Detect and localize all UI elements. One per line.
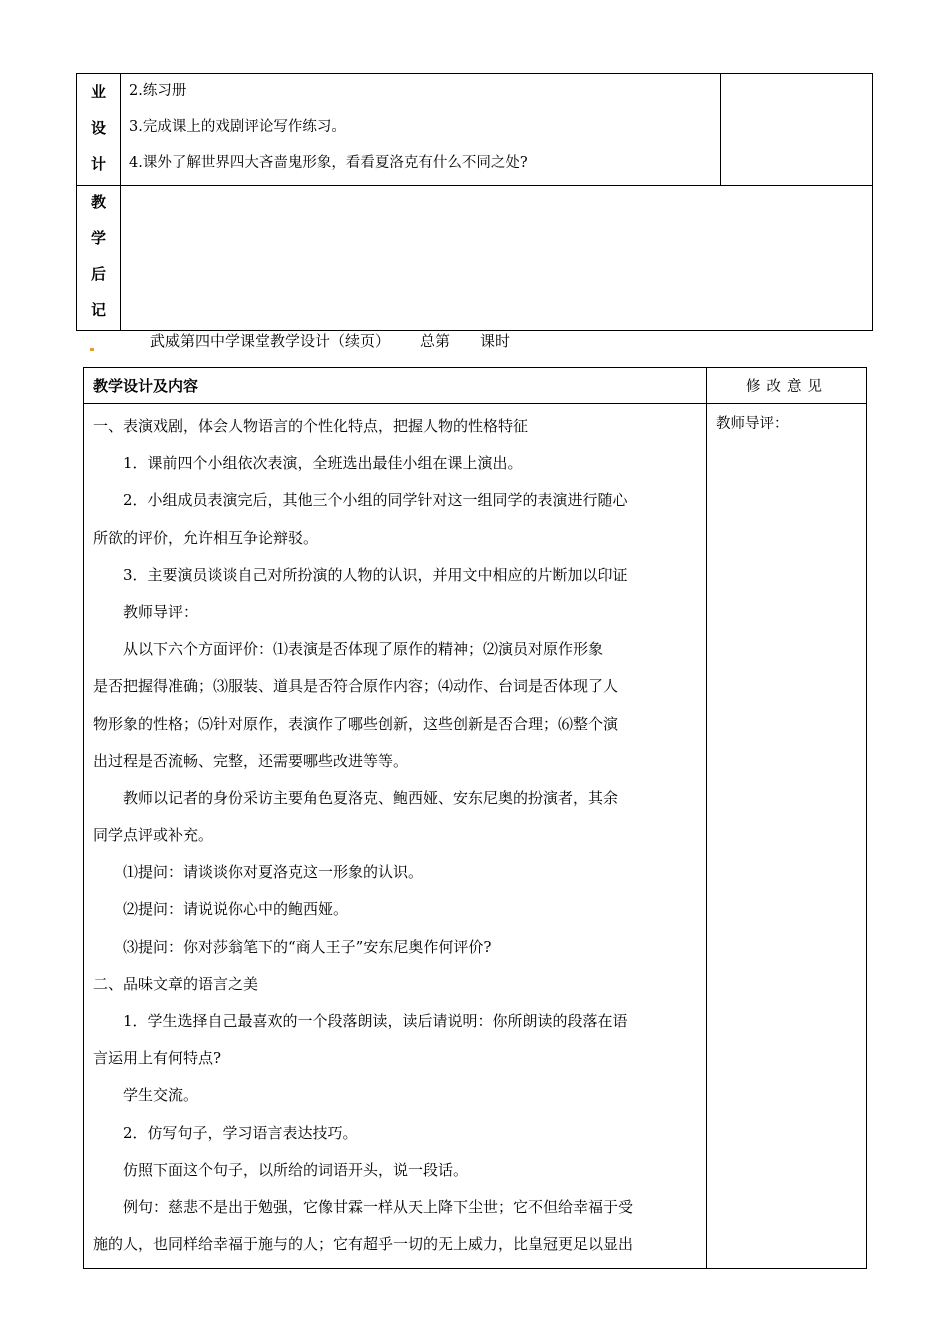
paragraph-line: 仿照下面这个句子，以所给的词语开头，说一段话。 <box>123 1160 469 1179</box>
paragraph-line: 施的人，也同样给幸福于施与的人；它有超乎一切的无上威力，比皇冠更足以显出 <box>93 1235 634 1254</box>
page-subtitle <box>90 330 510 351</box>
column-divider <box>720 74 721 185</box>
paragraph-line: 所欲的评价，允许相互争论辩驳。 <box>93 528 319 547</box>
paragraph-line: 教师导评： <box>123 602 199 621</box>
paragraph-line: 例句：慈悲不是出于勉强，它像甘霖一样从天上降下尘世；它不但给幸福于受 <box>123 1197 634 1216</box>
homework-line: 3.完成课上的戏剧评论写作练习。 <box>129 119 346 135</box>
design-content <box>93 408 699 1263</box>
column-divider <box>120 74 121 330</box>
row-divider <box>77 185 872 186</box>
paragraph-line: ⑵提问：请说说你心中的鲍西娅。 <box>123 900 349 919</box>
paragraph-line: ⑴提问：请谈谈你对夏洛克这一形象的认识。 <box>123 863 424 882</box>
paragraph-line: 学生交流。 <box>123 1086 199 1105</box>
paragraph-line: 3．主要演员谈谈自己对所扮演的人物的认识，并用文中相应的片断加以印证 <box>123 565 628 584</box>
paragraph-line: 教师以记者的身份采访主要角色夏洛克、鲍西娅、安东尼奥的扮演者，其余 <box>123 788 619 807</box>
column-divider <box>706 368 707 1268</box>
total-label: 总第 <box>420 332 451 350</box>
teacher-comment-label: 教师导评： <box>716 416 789 432</box>
paragraph-line: ⑶提问：你对莎翁笔下的“商人王子”安东尼奥作何评价? <box>123 937 492 956</box>
lesson-design-table <box>83 367 867 1269</box>
homework-label: 业 设 计 <box>90 83 106 173</box>
row-divider <box>84 403 866 404</box>
paragraph-line: 物形象的性格；⑸针对原作，表演作了哪些创新，这些创新是否合理；⑹整个演 <box>93 714 619 733</box>
marker-icon <box>90 348 94 351</box>
paragraph-line: 1．学生选择自己最喜欢的一个段落朗读，读后请说明：你所朗读的段落在语 <box>123 1012 628 1030</box>
revision-opinion-header: 修改意见 <box>746 379 828 395</box>
paragraph-line: 2．仿写句子，学习语言表达技巧。 <box>123 1123 358 1142</box>
section-heading: 一、表演戏剧，体会人物语言的个性化特点，把握人物的性格特征 <box>93 417 529 435</box>
reflection-label: 教 学 后 记 <box>90 193 106 319</box>
homework-line: 4.课外了解世界四大吝啬鬼形象，看看夏洛克有什么不同之处? <box>129 155 528 171</box>
paragraph-line: 同学点评或补充。 <box>93 826 214 845</box>
school-title: 武威第四中学课堂教学设计（续页） <box>150 332 391 350</box>
design-content-header: 教学设计及内容 <box>93 377 199 395</box>
homework-line: 2.练习册 <box>129 83 187 99</box>
paragraph-line: 2．小组成员表演完后，其他三个小组的同学针对这一组同学的表演进行随心 <box>123 491 628 510</box>
lesson-label: 课时 <box>480 332 511 350</box>
section-heading: 二、品味文章的语言之美 <box>93 974 259 993</box>
paragraph-line: 言运用上有何特点? <box>93 1049 222 1068</box>
paragraph-line: 从以下六个方面评价：⑴表演是否体现了原作的精神；⑵演员对原作形象 <box>123 640 604 659</box>
paragraph-line: 出过程是否流畅、完整，还需要哪些改进等等。 <box>93 751 409 770</box>
homework-reflection-table <box>76 73 873 331</box>
paragraph-line: 1．课前四个小组依次表演，全班选出最佳小组在课上演出。 <box>123 454 523 473</box>
paragraph-line: 是否把握得准确；⑶服装、道具是否符合原作内容；⑷动作、台词是否体现了人 <box>93 677 619 696</box>
